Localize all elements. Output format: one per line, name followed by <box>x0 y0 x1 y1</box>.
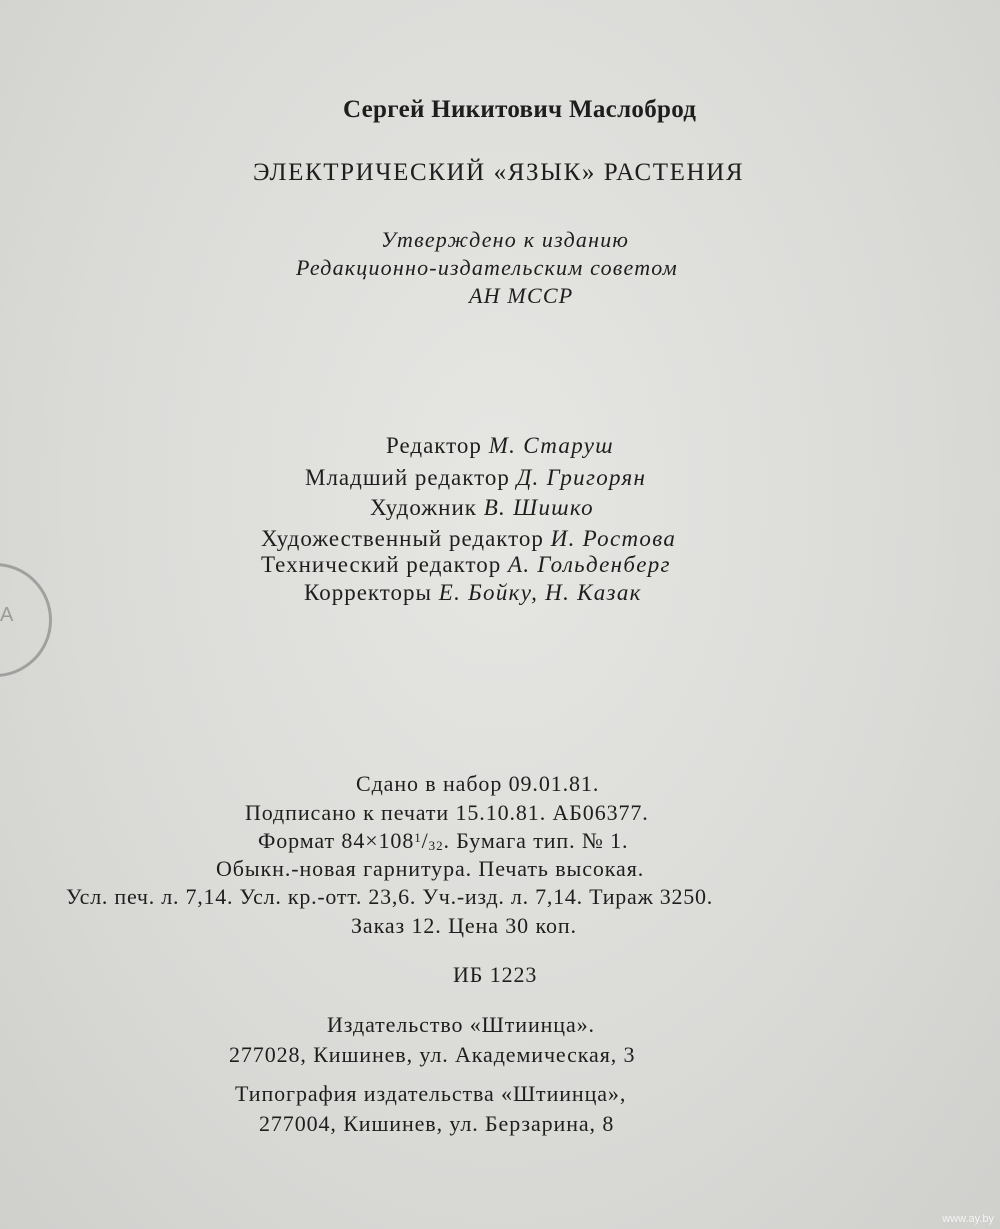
publisher-address: 277028, Кишинев, ул. Академическая, 3 <box>229 1042 636 1067</box>
format-prefix: Формат 84×108 <box>258 828 415 853</box>
format-suffix: . Бумага тип. № 1. <box>443 828 629 853</box>
credit-person: Е. Бойку, Н. Казак <box>438 580 642 605</box>
printer-name: Типография издательства «Штиинца», <box>235 1081 627 1106</box>
credit-person: Д. Григорян <box>516 465 647 490</box>
credit-editor <box>386 434 614 457</box>
credit-art-editor <box>261 527 676 550</box>
imprint-format: Формат $84\times 108^1/_{32}$. Бумага тип. № 1. <box>258 828 629 853</box>
credit-role: Корректоры <box>304 580 432 605</box>
book-title: ЭЛЕКТРИЧЕСКИЙ «ЯЗЫК» РАСТЕНИЯ <box>253 159 745 186</box>
imprint-sheets: Усл. печ. л. 7,14. Усл. кр.-отт. 23,6. Уч.-изд. л. 7,14. Тираж 3250. <box>66 884 714 909</box>
imprint-typeface: Обыкн.-новая гарнитура. Печать высокая. <box>216 856 645 881</box>
credit-role: Художественный редактор <box>261 526 544 551</box>
approval-line-3: АН МССР <box>469 283 574 308</box>
credit-junior-editor <box>305 466 646 489</box>
watermark: www.ay.by <box>942 1213 994 1225</box>
author-name: Сергей Никитович Маслоброд <box>343 96 697 123</box>
credit-person: М. Старуш <box>488 433 614 458</box>
imprint-signed: Подписано к печати 15.10.81. АБ06377. <box>245 800 649 825</box>
stamp-letter: А <box>0 604 14 626</box>
credit-person: В. Шишко <box>483 495 594 520</box>
credit-role: Технический редактор <box>261 552 502 577</box>
credit-role: Младший редактор <box>305 465 510 490</box>
credit-artist <box>370 496 594 519</box>
format-numerator: 1 <box>414 830 422 845</box>
credit-role: Художник <box>370 495 477 520</box>
credit-person: И. Ростова <box>550 526 677 551</box>
credit-role: Редактор <box>386 433 482 458</box>
publisher-name: Издательство «Штиинца». <box>327 1012 595 1037</box>
format-denominator: 32 <box>428 838 444 853</box>
printer-address: 277004, Кишинев, ул. Берзарина, 8 <box>259 1111 615 1136</box>
imprint-typeset: Сдано в набор 09.01.81. <box>356 771 600 796</box>
approval-line-1: Утверждено к изданию <box>381 227 630 252</box>
imprint-order: Заказ 12. Цена 30 коп. <box>351 913 577 938</box>
credit-person: А. Гольденберг <box>507 552 671 577</box>
credit-proofreaders <box>304 581 642 604</box>
imprint-ib: ИБ 1223 <box>453 962 538 987</box>
approval-line-2: Редакционно-издательским советом <box>296 255 678 280</box>
credit-tech-editor <box>261 553 671 576</box>
